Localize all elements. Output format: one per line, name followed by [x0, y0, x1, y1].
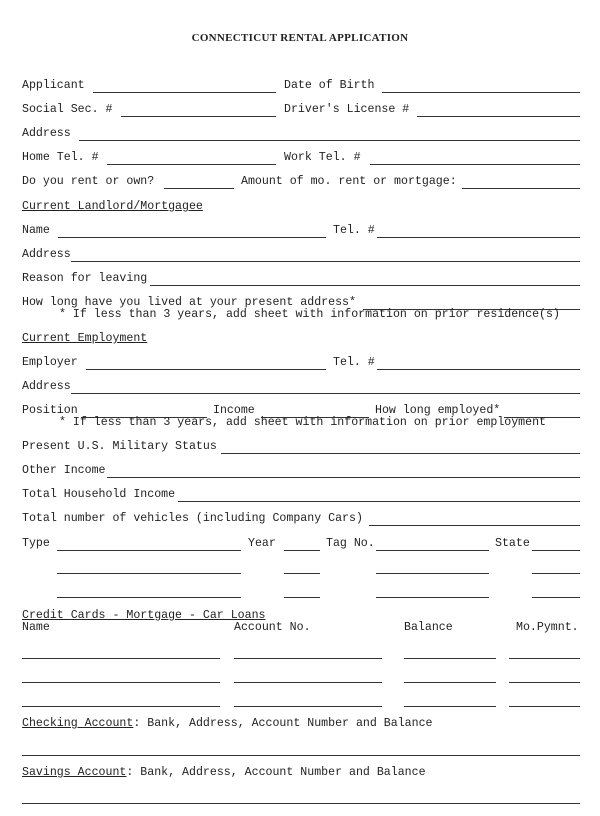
address-field[interactable]: [79, 140, 580, 141]
social-sec-field[interactable]: [121, 116, 276, 117]
applicant-label: Applicant: [22, 79, 85, 92]
current-landlord-heading: Current Landlord/Mortgagee: [22, 200, 203, 213]
home-tel-label: Home Tel. #: [22, 151, 99, 164]
landlord-address-label: Address: [22, 248, 71, 261]
savings-account-label: Savings Account: [22, 766, 127, 779]
military-status-label: Present U.S. Military Status: [22, 440, 217, 453]
address-label: Address: [22, 127, 71, 140]
credit-name-field[interactable]: [22, 682, 220, 683]
savings-account-field[interactable]: [22, 803, 580, 804]
rent-or-own-field[interactable]: [164, 188, 234, 189]
credit-col-account: Account No.: [234, 621, 311, 634]
credit-name-field[interactable]: [22, 706, 220, 707]
work-tel-field[interactable]: [370, 164, 580, 165]
other-income-label: Other Income: [22, 464, 106, 477]
how-long-employed-label: How long employed*: [375, 404, 501, 417]
checking-account-field[interactable]: [22, 755, 580, 756]
savings-account-line: [22, 766, 426, 780]
credit-balance-field[interactable]: [404, 682, 496, 683]
employment-note: * If less than 3 years, add sheet with information on prior employment: [59, 416, 547, 429]
credit-balance-field[interactable]: [404, 658, 496, 659]
checking-account-desc: : Bank, Address, Account Number and Balance: [133, 717, 433, 730]
vehicle-year-field[interactable]: [284, 597, 320, 598]
drivers-license-label: Driver's License #: [284, 103, 410, 116]
vehicle-tag-field[interactable]: [376, 573, 489, 574]
checking-account-label: Checking Account: [22, 717, 134, 730]
income-label: Income: [213, 404, 255, 417]
vehicle-type-field[interactable]: [57, 573, 241, 574]
vehicles-label: Total number of vehicles (including Company Cars): [22, 512, 363, 525]
employer-tel-field[interactable]: [377, 369, 580, 370]
position-label: Position: [22, 404, 78, 417]
vehicle-state-label: State: [495, 537, 530, 550]
amount-rent-field[interactable]: [462, 188, 580, 189]
vehicle-type-field[interactable]: [57, 597, 241, 598]
military-status-field[interactable]: [221, 453, 580, 454]
vehicle-state-field[interactable]: [532, 550, 580, 551]
credit-payment-field[interactable]: [509, 706, 580, 707]
checking-account-line: [22, 717, 433, 731]
credit-account-field[interactable]: [234, 706, 382, 707]
credit-account-field[interactable]: [234, 682, 382, 683]
vehicle-year-field[interactable]: [284, 550, 320, 551]
credit-col-name: Name: [22, 621, 50, 634]
landlord-tel-field[interactable]: [377, 237, 580, 238]
social-sec-label: Social Sec. #: [22, 103, 113, 116]
applicant-field[interactable]: [93, 92, 276, 93]
employer-tel-label: Tel. #: [333, 356, 375, 369]
household-income-label: Total Household Income: [22, 488, 176, 501]
savings-account-desc: : Bank, Address, Account Number and Balance: [126, 766, 426, 779]
employer-address-label: Address: [22, 380, 71, 393]
reason-leaving-label: Reason for leaving: [22, 272, 148, 285]
how-long-lived-label: How long have you lived at your present address*: [22, 296, 356, 309]
employer-field[interactable]: [86, 369, 326, 370]
vehicle-state-field[interactable]: [532, 573, 580, 574]
household-income-field[interactable]: [178, 501, 580, 502]
vehicle-year-label: Year: [248, 537, 276, 550]
reason-leaving-field[interactable]: [150, 285, 580, 286]
residence-note: * If less than 3 years, add sheet with information on prior residence(s): [59, 308, 560, 321]
credit-col-payment: Mo.Pymnt.: [516, 621, 579, 634]
credit-account-field[interactable]: [234, 658, 382, 659]
landlord-name-label: Name: [22, 224, 50, 237]
credit-balance-field[interactable]: [404, 706, 496, 707]
date-of-birth-field[interactable]: [382, 92, 580, 93]
other-income-field[interactable]: [107, 477, 580, 478]
date-of-birth-label: Date of Birth: [284, 79, 375, 92]
rent-or-own-label: Do you rent or own?: [22, 175, 155, 188]
vehicle-type-label: Type: [22, 537, 50, 550]
vehicle-tag-label: Tag No.: [326, 537, 375, 550]
vehicle-type-field[interactable]: [57, 550, 241, 551]
home-tel-field[interactable]: [107, 164, 276, 165]
form-title: CONNECTICUT RENTAL APPLICATION: [191, 32, 409, 44]
landlord-address-field[interactable]: [71, 261, 580, 262]
credit-payment-field[interactable]: [509, 658, 580, 659]
credit-name-field[interactable]: [22, 658, 220, 659]
landlord-tel-label: Tel. #: [333, 224, 375, 237]
vehicle-state-field[interactable]: [532, 597, 580, 598]
vehicles-field[interactable]: [369, 525, 580, 526]
vehicle-tag-field[interactable]: [376, 550, 489, 551]
landlord-name-field[interactable]: [58, 237, 326, 238]
employer-address-field[interactable]: [71, 393, 580, 394]
credit-col-balance: Balance: [404, 621, 453, 634]
current-employment-heading: Current Employment: [22, 332, 148, 345]
employer-label: Employer: [22, 356, 78, 369]
work-tel-label: Work Tel. #: [284, 151, 361, 164]
vehicle-tag-field[interactable]: [376, 597, 489, 598]
credit-heading: Credit Cards - Mortgage - Car Loans: [22, 609, 266, 622]
credit-payment-field[interactable]: [509, 682, 580, 683]
amount-rent-label: Amount of mo. rent or mortgage:: [241, 175, 457, 188]
vehicle-year-field[interactable]: [284, 573, 320, 574]
drivers-license-field[interactable]: [417, 116, 580, 117]
